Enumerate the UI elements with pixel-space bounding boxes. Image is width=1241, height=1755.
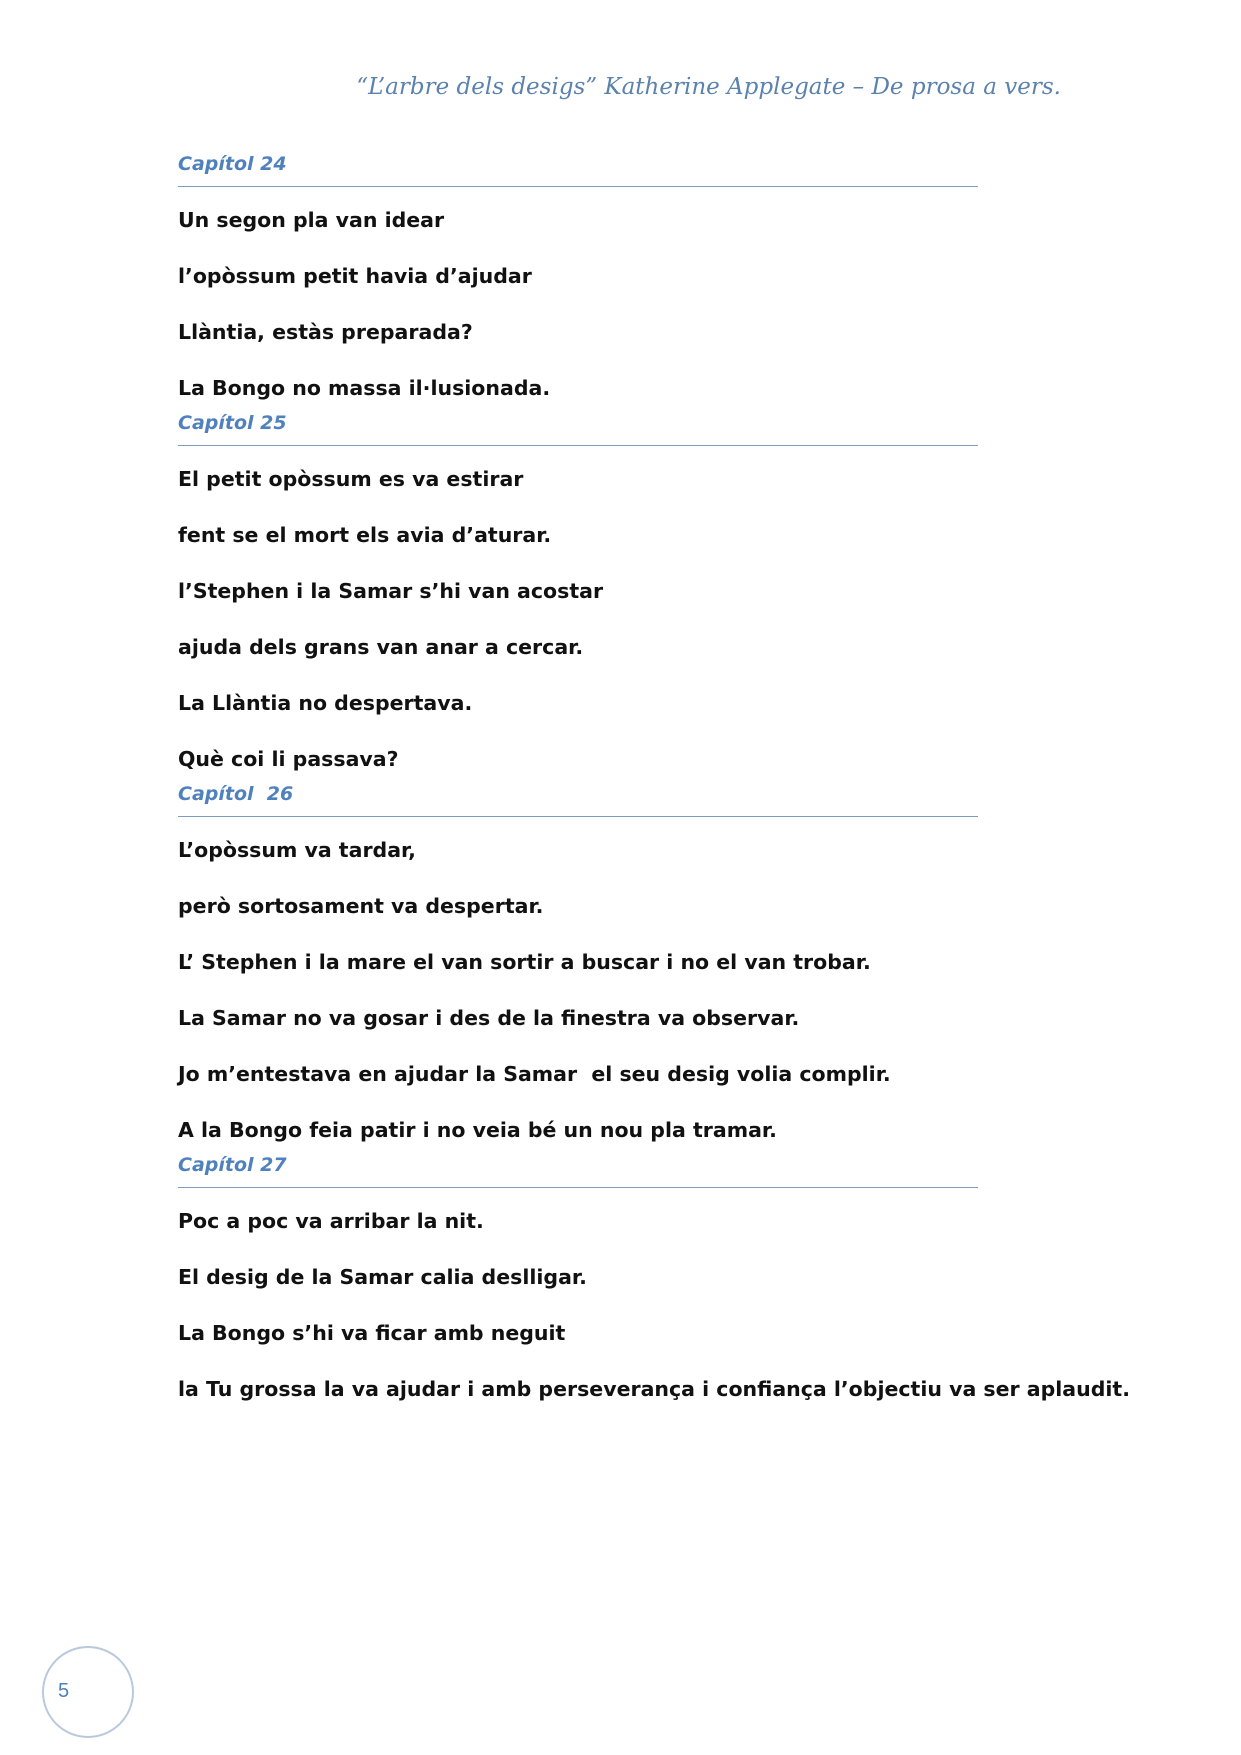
verse-line: El petit opòssum es va estirar — [178, 467, 524, 491]
verse-line: La Samar no va gosar i des de la finestra va observar. — [178, 1006, 800, 1030]
verse-line: L’opòssum va tardar, — [178, 838, 416, 862]
verse-line: El desig de la Samar calia deslligar. — [178, 1265, 587, 1289]
verse-line: la Tu grossa la va ajudar i amb perseverança i confiança l’objectiu va ser aplaudit. — [178, 1377, 1131, 1401]
verse-line: L’ Stephen i la mare el van sortir a buscar i no el van trobar. — [178, 950, 871, 974]
verse-line: Què coi li passava? — [178, 747, 399, 771]
chapter-heading: Capítol 26 — [178, 780, 978, 817]
verse-line: La Llàntia no despertava. — [178, 691, 473, 715]
verse-line: fent se el mort els avia d’aturar. — [178, 523, 552, 547]
verse-line: La Bongo no massa il·lusionada. — [178, 376, 551, 400]
verse-line: l’Stephen i la Samar s’hi van acostar — [178, 579, 604, 603]
verse-line: Un segon pla van idear — [178, 208, 445, 232]
verse-line: Poc a poc va arribar la nit. — [178, 1209, 484, 1233]
verse-line: l’opòssum petit havia d’ajudar — [178, 264, 532, 288]
chapter-25 — [178, 409, 978, 772]
chapter-heading: Capítol 27 — [178, 1151, 978, 1188]
verse-line: Jo m’entestava en ajudar la Samar el seu desig volia complir. — [178, 1062, 891, 1086]
chapter-26 — [178, 780, 978, 1143]
chapter-24 — [178, 150, 978, 401]
verse-line: Llàntia, estàs preparada? — [178, 320, 473, 344]
verse-line: La Bongo s’hi va ficar amb neguit — [178, 1321, 566, 1345]
verse-line: però sortosament va despertar. — [178, 894, 544, 918]
chapter-heading: Capítol 24 — [178, 150, 978, 187]
page-number-badge — [42, 1646, 134, 1738]
document-body — [178, 150, 1131, 1410]
chapter-heading: Capítol 25 — [178, 409, 978, 446]
running-header: “L’arbre dels desigs” Katherine Applegate – De prosa a vers. — [356, 74, 1061, 100]
chapter-27 — [178, 1151, 1131, 1402]
verse-line: A la Bongo feia patir i no veia bé un nou pla tramar. — [178, 1118, 777, 1142]
page-number: 5 — [58, 1680, 70, 1702]
verse-line: ajuda dels grans van anar a cercar. — [178, 635, 584, 659]
